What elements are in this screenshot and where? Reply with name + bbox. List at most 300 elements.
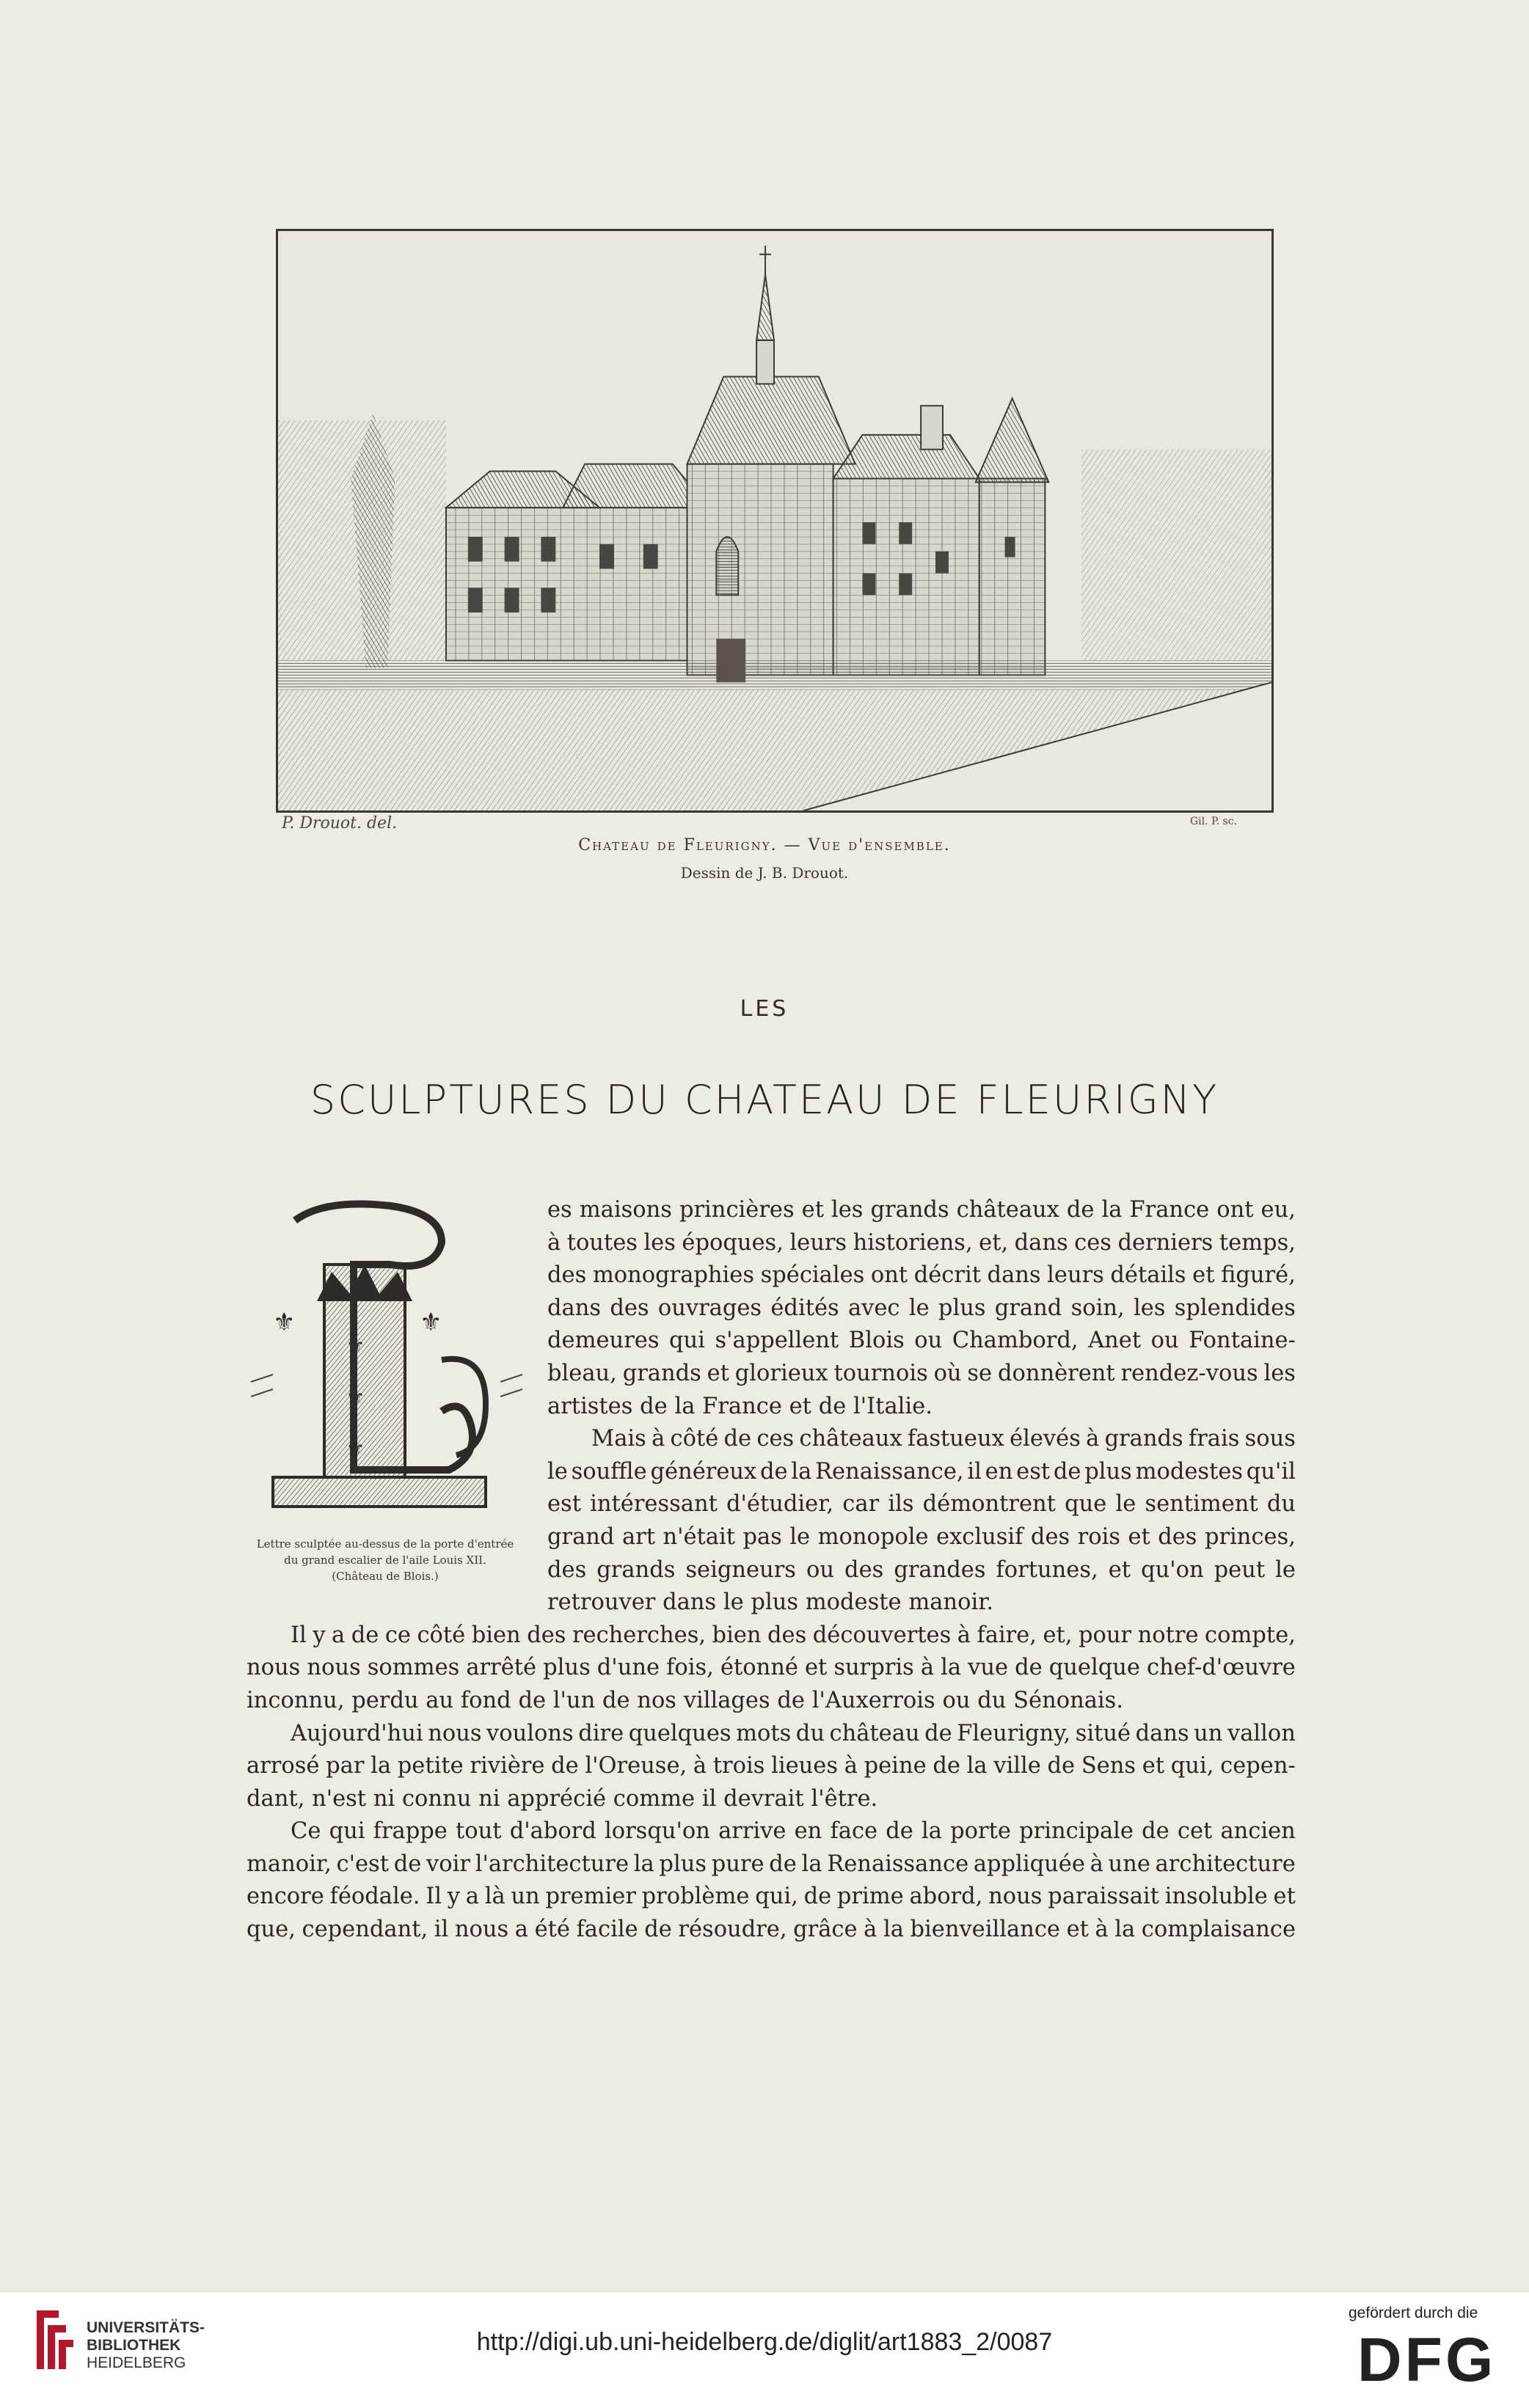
word: la xyxy=(633,1851,654,1877)
word: qu'il xyxy=(1246,1458,1296,1485)
word: inconnu, xyxy=(247,1687,345,1713)
body-line xyxy=(247,1783,1296,1816)
word: leurs xyxy=(789,1229,847,1256)
initial-caption-line: Lettre sculptée au-dessus de la porte d'entrée xyxy=(256,1537,514,1551)
body-line xyxy=(547,1292,1296,1325)
word: Fontaine- xyxy=(1189,1328,1296,1354)
body-line xyxy=(247,1914,1296,1947)
body-line xyxy=(547,1391,1296,1424)
word: ont xyxy=(870,1262,908,1289)
word: sous xyxy=(1244,1426,1296,1452)
word: soin, xyxy=(1070,1295,1125,1321)
word: les xyxy=(831,1197,864,1223)
body-line xyxy=(247,1718,1296,1751)
word: grands xyxy=(870,1197,949,1223)
word: glorieux xyxy=(734,1360,828,1386)
library-name-line: HEIDELBERG xyxy=(87,2354,186,2371)
word: Renaissance, xyxy=(815,1458,964,1485)
word: à xyxy=(693,1753,707,1779)
word: porte xyxy=(950,1818,1011,1845)
word: ou xyxy=(942,1687,971,1713)
word: Anet xyxy=(1088,1328,1142,1354)
body-line xyxy=(247,1750,1296,1783)
word: grâce xyxy=(793,1917,858,1943)
word: de xyxy=(1066,1197,1095,1223)
word: avec xyxy=(847,1295,900,1321)
word: souffle xyxy=(571,1458,647,1485)
word: le xyxy=(723,1589,744,1616)
word: les xyxy=(1263,1360,1296,1386)
initial-caption-line: (Château de Blois.) xyxy=(332,1570,439,1583)
word: plus xyxy=(1084,1458,1132,1485)
word: l'architecture xyxy=(475,1851,629,1877)
word: ces xyxy=(1074,1229,1112,1256)
word: architecture xyxy=(1155,1851,1296,1877)
word: à xyxy=(547,1229,561,1256)
chateau-illustration xyxy=(276,229,1274,813)
word: qui xyxy=(329,1818,365,1845)
word: la xyxy=(941,1655,962,1681)
word: une xyxy=(1108,1851,1150,1877)
word: prime xyxy=(836,1884,904,1910)
word: de xyxy=(723,1426,752,1452)
word: que, xyxy=(247,1917,296,1943)
word: se xyxy=(967,1360,993,1386)
word: à xyxy=(1090,1851,1103,1877)
word: complaisance xyxy=(1141,1917,1296,1943)
word: historiens, xyxy=(853,1229,973,1256)
word: fastueux xyxy=(907,1426,1004,1452)
word: un xyxy=(1194,1720,1223,1746)
word: problème xyxy=(641,1884,750,1910)
word: de xyxy=(551,1753,579,1779)
word: l'être. xyxy=(811,1785,878,1812)
word: l'Italie. xyxy=(853,1393,933,1419)
word: facile xyxy=(576,1917,638,1943)
word: dant, xyxy=(247,1785,305,1812)
word: recherches, xyxy=(572,1622,707,1648)
word: nous xyxy=(307,1655,361,1681)
word: découvertes xyxy=(812,1622,952,1648)
word: arrive xyxy=(718,1818,787,1845)
word: résoudre, xyxy=(678,1917,787,1943)
word: et xyxy=(789,1393,811,1419)
word: temps, xyxy=(1219,1229,1296,1256)
word: es xyxy=(547,1197,572,1223)
word: et, xyxy=(1043,1622,1073,1648)
word: art xyxy=(621,1523,655,1550)
word: Ce xyxy=(291,1818,321,1845)
word: vue xyxy=(968,1655,1009,1681)
word: le xyxy=(789,1523,811,1550)
artist-signature: P. Drouot. del. xyxy=(282,814,398,832)
word: le xyxy=(1115,1491,1136,1518)
word: bleau, xyxy=(547,1360,617,1386)
word: y xyxy=(313,1622,326,1648)
word: nous xyxy=(988,1884,1043,1910)
word: des xyxy=(1030,1523,1070,1550)
word: que xyxy=(1065,1491,1107,1518)
word: dans xyxy=(987,1262,1041,1289)
word: manoir. xyxy=(908,1589,994,1616)
word: de xyxy=(640,1393,668,1419)
svg-text:⚜: ⚜ xyxy=(346,1436,365,1460)
word: et xyxy=(1066,1917,1089,1943)
word: bien xyxy=(471,1622,521,1648)
word: abord, xyxy=(909,1884,983,1910)
word: la xyxy=(922,1818,942,1845)
body-line xyxy=(547,1521,1296,1554)
word: plus xyxy=(938,1295,986,1321)
word: encore xyxy=(247,1884,324,1910)
word: manoir, xyxy=(247,1851,332,1877)
engraver-signature: Gil. P. sc. xyxy=(1190,816,1237,827)
word: le xyxy=(908,1295,930,1321)
word: tournois xyxy=(833,1360,928,1386)
word: la xyxy=(1114,1917,1136,1943)
word: frappe xyxy=(373,1818,448,1845)
word: demeures xyxy=(547,1328,660,1354)
word: intéressant xyxy=(590,1491,718,1518)
word: la xyxy=(791,1458,812,1485)
word: a xyxy=(465,1884,479,1910)
word: grand xyxy=(547,1523,615,1550)
body-line xyxy=(247,1815,1296,1848)
word: face xyxy=(830,1818,878,1845)
word: de xyxy=(1142,1818,1169,1845)
word: du xyxy=(977,1687,1007,1713)
word: fortunes, xyxy=(996,1556,1098,1583)
word: premier xyxy=(545,1884,636,1910)
word: splendides xyxy=(1174,1295,1296,1321)
word: plus xyxy=(659,1851,707,1877)
word: à xyxy=(652,1426,665,1452)
word: à xyxy=(1086,1426,1100,1452)
word: exclusif xyxy=(936,1523,1023,1550)
word: il xyxy=(434,1917,449,1943)
word: mots xyxy=(736,1720,792,1746)
word: lorsqu'on xyxy=(604,1818,710,1845)
word: arrosé xyxy=(247,1753,320,1779)
word: grandes xyxy=(894,1556,986,1583)
library-name-line: BIBLIOTHEK xyxy=(87,2337,181,2354)
word: retrouver xyxy=(547,1589,656,1616)
word: élevés xyxy=(1010,1426,1081,1452)
word: de xyxy=(769,1851,797,1877)
word: c'est xyxy=(336,1851,389,1877)
word: de xyxy=(1047,1753,1076,1779)
body-line xyxy=(547,1587,1296,1620)
word: leurs xyxy=(1047,1262,1104,1289)
word: ni xyxy=(373,1785,395,1812)
word: toutes xyxy=(566,1229,638,1256)
word: châteaux xyxy=(799,1426,902,1452)
body-line xyxy=(547,1423,1296,1456)
word: détails xyxy=(1110,1262,1186,1289)
word: insoluble xyxy=(1164,1884,1268,1910)
word: des xyxy=(527,1622,566,1648)
word: Fleurigny, xyxy=(957,1720,1071,1746)
svg-text:⚜: ⚜ xyxy=(420,1308,442,1337)
word: voir xyxy=(426,1851,470,1877)
word: derniers xyxy=(1117,1229,1214,1256)
word: rois xyxy=(1077,1523,1120,1550)
body-line xyxy=(547,1227,1296,1260)
word: nous xyxy=(247,1655,301,1681)
word: ville xyxy=(993,1753,1041,1779)
word: cet xyxy=(1177,1818,1213,1845)
word: par xyxy=(326,1753,365,1779)
word: Mais xyxy=(591,1426,646,1452)
body-line xyxy=(547,1358,1296,1391)
word: trois xyxy=(712,1753,765,1779)
word: ou xyxy=(806,1556,835,1583)
word: tout xyxy=(456,1818,502,1845)
word: des xyxy=(610,1295,649,1321)
word: démontrent xyxy=(922,1491,1056,1518)
word: dans xyxy=(1135,1720,1189,1746)
word: du xyxy=(795,1720,825,1746)
word: notre xyxy=(1137,1622,1199,1648)
word: de xyxy=(602,1687,630,1713)
article-body xyxy=(247,1194,1296,1947)
word: de xyxy=(393,1851,422,1877)
word: s'appellent xyxy=(715,1328,839,1354)
word: de xyxy=(924,1720,952,1746)
word: spéciales xyxy=(760,1262,865,1289)
word: ancien xyxy=(1220,1818,1296,1845)
word: cependant, xyxy=(302,1917,428,1943)
word: ou xyxy=(1150,1328,1179,1354)
word: Il xyxy=(426,1884,442,1910)
word: à xyxy=(920,1655,935,1681)
word: à xyxy=(864,1917,877,1943)
word: Sénonais. xyxy=(1013,1687,1124,1713)
word: compte, xyxy=(1205,1622,1296,1648)
word: rendez-vous xyxy=(1120,1360,1258,1386)
body-line xyxy=(547,1488,1296,1521)
word: petite xyxy=(397,1753,464,1779)
word: ouvrages xyxy=(657,1295,762,1321)
word: et xyxy=(707,1360,729,1386)
word: pour xyxy=(1079,1622,1132,1648)
word: plus xyxy=(543,1655,591,1681)
word: dans xyxy=(1014,1229,1068,1256)
word: à xyxy=(957,1622,971,1648)
word: est xyxy=(547,1491,581,1518)
word: cepen- xyxy=(1220,1753,1296,1779)
word: sentiment xyxy=(1145,1491,1258,1518)
dfg-logo[interactable]: DFG xyxy=(1357,2325,1497,2394)
svg-text:⚜: ⚜ xyxy=(273,1308,296,1337)
word: là xyxy=(484,1884,506,1910)
word: grands xyxy=(622,1360,701,1386)
word: Aujourd'hui xyxy=(291,1720,423,1746)
svg-text:⚜: ⚜ xyxy=(346,1333,365,1358)
word: surpris xyxy=(833,1655,914,1681)
word: l'Oreuse, xyxy=(585,1753,687,1779)
word: la xyxy=(966,1753,988,1779)
word: devrait xyxy=(723,1785,804,1812)
word: de xyxy=(760,1458,788,1485)
figure-caption-title: Chateau de Fleurigny. — Vue d'ensemble. xyxy=(578,836,951,854)
word: un xyxy=(511,1884,540,1910)
svg-text:⚜: ⚜ xyxy=(346,1385,365,1409)
word: vallon xyxy=(1227,1720,1296,1746)
word: des xyxy=(1158,1523,1197,1550)
word: qui xyxy=(669,1328,705,1354)
initial-caption-line: du grand escalier de l'aile Louis XII. xyxy=(284,1554,486,1567)
word: princières xyxy=(679,1197,795,1223)
word: perdu xyxy=(351,1687,419,1713)
word: à xyxy=(1095,1917,1109,1943)
word: apprécié xyxy=(507,1785,606,1812)
word: figuré, xyxy=(1221,1262,1296,1289)
word: et, xyxy=(979,1229,1009,1256)
body-line xyxy=(247,1848,1296,1881)
word: Renaissance xyxy=(827,1851,969,1877)
word: de xyxy=(518,1687,547,1713)
word: plus xyxy=(751,1589,798,1616)
word: côté xyxy=(670,1426,719,1452)
word: le xyxy=(547,1458,568,1485)
word: en xyxy=(794,1818,822,1845)
word: de xyxy=(933,1753,960,1779)
word: des xyxy=(547,1262,587,1289)
word: de xyxy=(1053,1458,1081,1485)
word: et xyxy=(1128,1523,1150,1550)
word: donnèrent xyxy=(997,1360,1115,1386)
word: la xyxy=(1101,1197,1123,1223)
word: de xyxy=(886,1818,913,1845)
word: des xyxy=(767,1622,807,1648)
word: arrêté xyxy=(466,1655,537,1681)
body-line xyxy=(547,1325,1296,1358)
word: peine xyxy=(864,1753,927,1779)
word: et xyxy=(1192,1262,1215,1289)
word: nous xyxy=(428,1720,482,1746)
word: ont xyxy=(1216,1197,1254,1223)
word: qu'on xyxy=(1141,1556,1204,1583)
article-title: SCULPTURES DU CHATEAU DE FLEURIGNY xyxy=(310,1077,1219,1123)
word: été xyxy=(534,1917,570,1943)
word: qui, xyxy=(755,1884,798,1910)
word: châteaux xyxy=(956,1197,1059,1223)
word: et xyxy=(1273,1884,1296,1910)
body-line xyxy=(247,1685,1296,1718)
word: frais xyxy=(1188,1426,1240,1452)
word: peut xyxy=(1214,1556,1266,1583)
permalink-url[interactable]: http://digi.ub.uni-heidelberg.de/diglit/art1883_2/0087 xyxy=(476,2328,1053,2356)
word: ce xyxy=(384,1622,411,1648)
word: d'une xyxy=(596,1655,660,1681)
body-line xyxy=(247,1620,1296,1653)
body-line xyxy=(547,1456,1296,1489)
word: et xyxy=(1108,1556,1131,1583)
word: grands xyxy=(596,1556,676,1583)
funding-label: gefördert durch die xyxy=(1349,2305,1478,2321)
body-line xyxy=(247,1881,1296,1914)
word: bien xyxy=(712,1622,762,1648)
word: les xyxy=(1133,1295,1166,1321)
word: maisons xyxy=(579,1197,672,1223)
word: nos xyxy=(637,1687,676,1713)
word: à xyxy=(844,1753,858,1779)
library-name-line: UNIVERSITÄTS- xyxy=(87,2319,205,2336)
word: décrit xyxy=(913,1262,981,1289)
word: monopole xyxy=(817,1523,929,1550)
word: la xyxy=(371,1753,392,1779)
word: de xyxy=(777,1687,805,1713)
word: où xyxy=(933,1360,962,1386)
word: eu, xyxy=(1260,1197,1296,1223)
body-line xyxy=(547,1554,1296,1587)
word: bienveillance xyxy=(910,1917,1060,1943)
body-line xyxy=(247,1652,1296,1685)
word: le xyxy=(1275,1556,1296,1583)
word: et xyxy=(1142,1753,1165,1779)
word: est xyxy=(1016,1458,1051,1485)
word: généreux xyxy=(650,1458,757,1485)
word: des xyxy=(547,1556,587,1583)
word: pure xyxy=(711,1851,764,1877)
word: de xyxy=(1015,1655,1043,1681)
word: d'abord xyxy=(509,1818,596,1845)
word: la xyxy=(883,1917,904,1943)
word: il xyxy=(701,1785,717,1812)
word: Chambord, xyxy=(952,1328,1079,1354)
word: France xyxy=(702,1393,782,1419)
word: de xyxy=(644,1917,672,1943)
word: modeste xyxy=(805,1589,902,1616)
word: château xyxy=(829,1720,920,1746)
word: en xyxy=(985,1458,1013,1485)
word: fois, xyxy=(666,1655,714,1681)
word: grands xyxy=(1104,1426,1183,1452)
word: fond xyxy=(460,1687,511,1713)
word: Sens xyxy=(1081,1753,1136,1779)
word: principale xyxy=(1019,1818,1134,1845)
word: ou xyxy=(914,1328,943,1354)
word: les xyxy=(643,1229,676,1256)
word: chef-d'œuvre xyxy=(1147,1655,1296,1681)
heading-kicker: LES xyxy=(740,996,789,1022)
word: dans xyxy=(547,1295,602,1321)
word: a xyxy=(332,1622,346,1648)
word: France xyxy=(1129,1197,1210,1223)
word: modestes xyxy=(1135,1458,1244,1485)
word: situé xyxy=(1075,1720,1131,1746)
word: Blois xyxy=(848,1328,905,1354)
word: faire, xyxy=(977,1622,1037,1648)
word: paraissait xyxy=(1048,1884,1159,1910)
word: sommes xyxy=(367,1655,460,1681)
word: la xyxy=(674,1393,696,1419)
word: quelque xyxy=(1048,1655,1140,1681)
word: côté xyxy=(417,1622,466,1648)
word: voulons xyxy=(486,1720,574,1746)
word: de xyxy=(818,1393,847,1419)
word: la xyxy=(801,1851,822,1877)
word: l'Auxerrois xyxy=(811,1687,935,1713)
word: quelques xyxy=(628,1720,731,1746)
word: car xyxy=(842,1491,880,1518)
word: seigneurs xyxy=(685,1556,796,1583)
figure-caption-credit: Dessin de J. B. Drouot. xyxy=(680,864,849,882)
word: artistes xyxy=(547,1393,633,1419)
body-line xyxy=(547,1259,1296,1292)
word: féodale. xyxy=(329,1884,420,1910)
